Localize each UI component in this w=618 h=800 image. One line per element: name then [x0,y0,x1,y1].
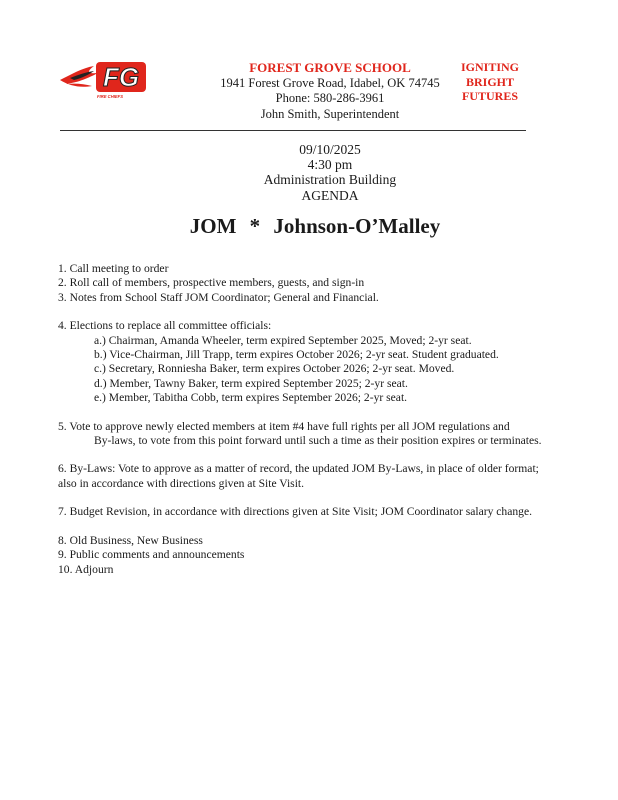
agenda-subitem: c.) Secretary, Ronniesha Baker, term expires October 2026; 2-yr seat. Moved. [94,362,455,376]
title-abbrev: JOM [189,214,237,238]
school-phone: Phone: 580-286-3961 [275,91,385,105]
agenda-item: 6. By-Laws: Vote to approve as a matter of record, the updated JOM By-Laws, in place of older format; [58,462,539,476]
logo-tagline: FIRE CHIEFS [96,94,124,99]
motto-line: FUTURES [461,89,518,103]
agenda-item: 4. Elections to replace all committee officials: [58,319,272,333]
agenda-item: 10. Adjourn [58,562,114,576]
agenda-item: 1. Call meeting to order [58,262,169,275]
motto-line: IGNITING [460,60,519,74]
agenda-item: 5. Vote to approve newly elected members at item #4 have full rights per all JOM regulations and [58,419,510,433]
school-name: FOREST GROVE SCHOOL [249,60,411,75]
logo-initials: FG [102,62,140,92]
motto [440,60,540,104]
superintendent-name: John Smith, Superintendent [260,106,400,121]
header-divider [60,130,526,131]
meeting-location: Administration Building [263,172,397,188]
school-logo [58,56,150,100]
title-full: Johnson-O’Malley [273,214,441,238]
meeting-info [180,142,480,203]
letterhead [180,60,480,122]
agenda-item: 3. Notes from School Staff JOM Coordinator; General and Financial. [58,290,379,304]
meeting-date: 09/10/2025 [299,142,361,157]
agenda-list [58,262,578,577]
agenda-subitem: e.) Member, Tabitha Cobb, term expires September 2026; 2-yr seat. [94,391,408,405]
page-title [150,214,480,239]
meeting-time: 4:30 pm [307,157,353,173]
agenda-item-continued: By-laws, to vote from this point forward until such a time as their position expires or terminates. [94,434,542,448]
motto-line: BRIGHT [465,74,514,89]
agenda-item: 7. Budget Revision, in accordance with directions given at Site Visit; JOM Coordinator salary change. [58,505,533,519]
title-separator: * [249,214,261,238]
doc-type: AGENDA [301,187,359,203]
agenda-subitem: d.) Member, Tawny Baker, term expired September 2025; 2-yr seat. [94,376,408,390]
agenda-subitem: b.) Vice-Chairman, Jill Trapp, term expires October 2026; 2-yr seat. Student graduated. [94,348,499,362]
agenda-item: 8. Old Business, New Business [58,533,203,547]
agenda-item: 2. Roll call of members, prospective members, guests, and sign-in [58,276,365,290]
agenda-item-continued: also in accordance with directions given at Site Visit. [58,476,305,490]
flame-logo-icon [58,56,150,100]
agenda-item: 9. Public comments and announcements [58,548,245,562]
school-address: 1941 Forest Grove Road, Idabel, OK 74745 [220,75,440,90]
agenda-subitem: a.) Chairman, Amanda Wheeler, term expired September 2025, Moved; 2-yr seat. [94,333,472,347]
